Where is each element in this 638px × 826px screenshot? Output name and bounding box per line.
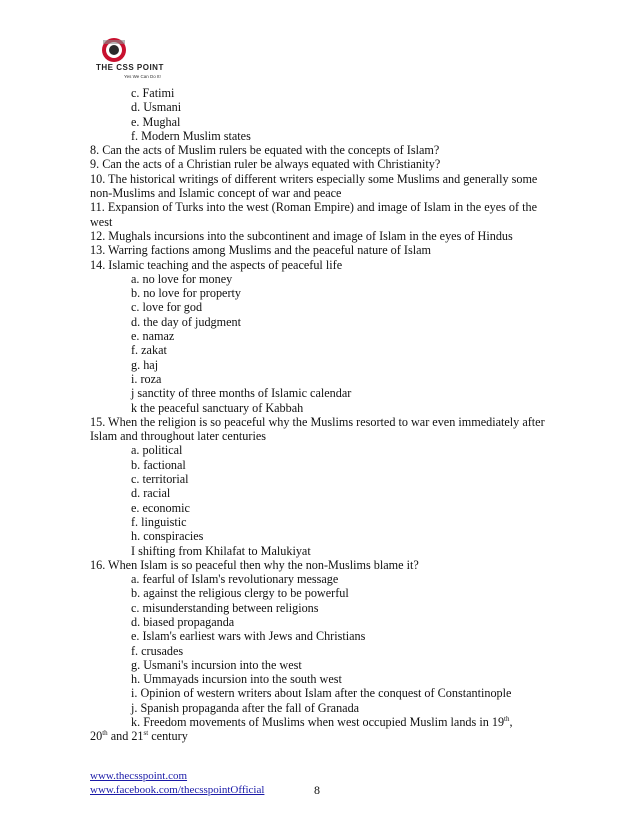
- logo-name: THE CSS POINT: [96, 63, 164, 72]
- list-item: a. no love for money: [131, 271, 233, 286]
- list-item: b. no love for property: [131, 286, 241, 301]
- website-link[interactable]: www.thecsspoint.com: [90, 770, 188, 782]
- list-item: h. Ummayads incursion into the south west: [131, 672, 342, 687]
- list-item: c. territorial: [131, 472, 189, 487]
- question-item: 11. Expansion of Turks into the west (Roman Empire) and image of Islam in the eyes of the west: [90, 200, 538, 229]
- list-item: j. Spanish propaganda after the fall of Granada: [131, 700, 360, 715]
- list-item: d. Usmani: [131, 100, 182, 115]
- list-item: [90, 715, 560, 729]
- list-item: f. crusades: [131, 643, 184, 658]
- question-item: 9. Can the acts of a Christian ruler be always equated with Christianity?: [90, 157, 441, 172]
- question-item: 8. Can the acts of Muslim rulers be equated with the concepts of Islam?: [90, 143, 440, 158]
- list-item-text: ,: [509, 715, 513, 730]
- list-item: d. racial: [131, 486, 171, 501]
- list-item: c. Fatimi: [131, 86, 175, 100]
- list-item: f. zakat: [131, 343, 167, 358]
- list-item: e. namaz: [131, 329, 175, 344]
- list-item: g. haj: [131, 357, 159, 372]
- list-item: I shifting from Khilafat to Malukiyat: [131, 543, 311, 558]
- list-item: c. love for god: [131, 300, 203, 315]
- list-item: e. Mughal: [131, 114, 181, 129]
- list-item: f. linguistic: [131, 514, 187, 529]
- superscript: th: [504, 715, 510, 723]
- question-item: 12. Mughals incursions into the subcontinent and image of Islam in the eyes of Hindus: [90, 228, 513, 243]
- list-item: b. against the religious clergy to be powerful: [131, 586, 349, 601]
- list-item: b. factional: [131, 457, 186, 472]
- question-item: 16. When Islam is so peaceful then why the non-Muslims blame it?: [90, 557, 419, 572]
- list-item-text: and 21: [107, 729, 144, 744]
- superscript: th: [102, 729, 108, 738]
- list-item: d. the day of judgment: [131, 314, 242, 329]
- list-item: i. Opinion of western writers about Islam after the conquest of Constantinople: [131, 686, 512, 701]
- list-item-text: 20: [90, 729, 103, 744]
- page-number: 8: [314, 783, 320, 797]
- list-item-text: k. Freedom movements of Muslims when west occupied Muslim lands in 19: [131, 715, 505, 730]
- list-item: e. economic: [131, 500, 190, 515]
- list-item: c. misunderstanding between religions: [131, 600, 319, 615]
- list-item: h. conspiracies: [131, 529, 204, 544]
- list-item-text: century: [148, 729, 188, 744]
- facebook-link[interactable]: www.facebook.com/thecsspointOfficial: [90, 784, 265, 796]
- list-item: i. roza: [131, 371, 162, 386]
- list-item: a. fearful of Islam's revolutionary message: [131, 572, 339, 587]
- logo-tagline: Yes We Can Do It!: [124, 74, 161, 79]
- list-item: f. Modern Muslim states: [131, 128, 251, 143]
- document-body: [90, 86, 560, 744]
- list-item: d. biased propaganda: [131, 614, 235, 629]
- superscript: st: [143, 729, 149, 738]
- question-item: 14. Islamic teaching and the aspects of peaceful life: [90, 257, 343, 272]
- question-item: 10. The historical writings of different writers especially some Muslims and generally some non-Muslims and Islamic concept of war and peace: [90, 171, 538, 201]
- list-item: j sanctity of three months of Islamic calendar: [131, 386, 352, 401]
- question-item: 13. Warring factions among Muslims and the peaceful nature of Islam: [90, 243, 431, 258]
- question-item: 15. When the religion is so peaceful why the Muslims resorted to war even immediately after Islam and throughout later centuries: [90, 414, 545, 444]
- list-item-continuation: [90, 729, 560, 743]
- list-item: g. Usmani's incursion into the west: [131, 657, 302, 672]
- list-item: a. political: [131, 443, 183, 458]
- page-footer: [90, 769, 264, 797]
- list-item: e. Islam's earliest wars with Jews and Christians: [131, 629, 366, 644]
- list-item: k the peaceful sanctuary of Kabbah: [131, 400, 304, 415]
